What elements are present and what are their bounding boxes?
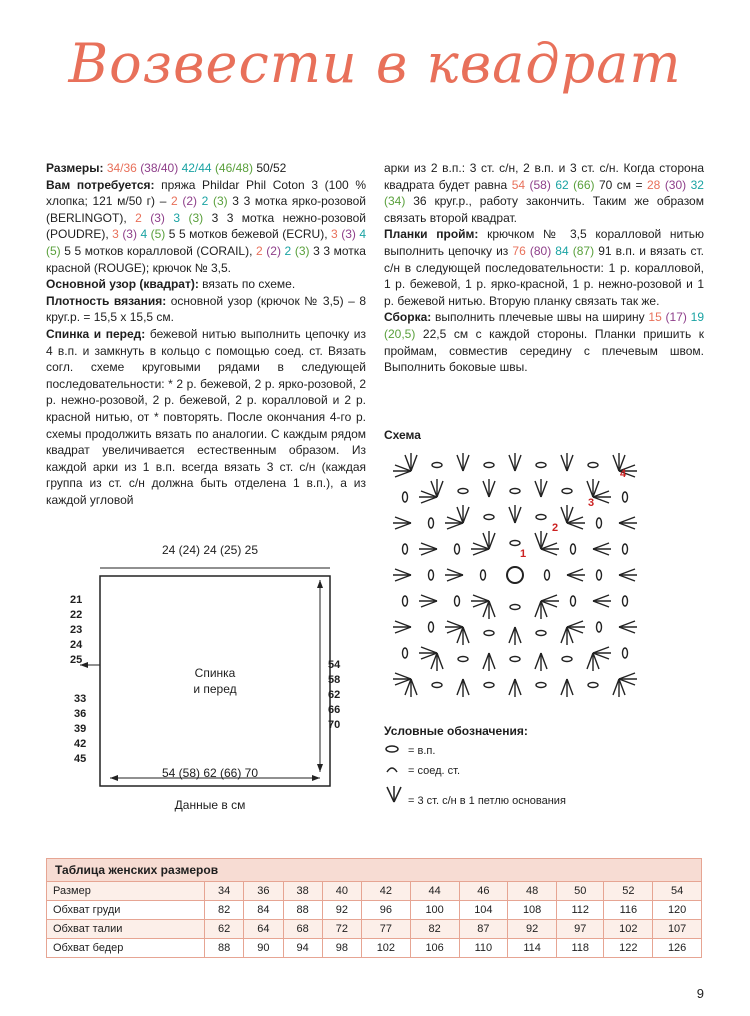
qty: 76	[512, 243, 526, 258]
armhole-label: Планки пройм:	[384, 227, 479, 242]
number: 42	[74, 738, 87, 750]
qty: 84	[555, 243, 569, 258]
dc-cluster-icon	[619, 569, 637, 581]
number: 39	[74, 723, 87, 735]
qty: (3)	[188, 210, 204, 225]
qty: 2	[201, 194, 209, 209]
dc-cluster-icon	[509, 627, 521, 645]
table-cell: 118	[557, 939, 604, 958]
table-cell: 107	[653, 920, 702, 939]
text: 3 мотка нежно-розовой (POUDRE),	[46, 210, 366, 242]
qty: (58)	[529, 177, 551, 192]
text: основной узор (крючок № 3,5) – 8 круг.р. = 15,5 х 15,5 см.	[46, 293, 366, 325]
qty: 2	[135, 210, 142, 225]
number: 24	[70, 639, 83, 651]
dc-cluster-icon	[405, 453, 417, 471]
chain-icon	[455, 544, 460, 554]
number: 36	[74, 708, 87, 720]
qty: 3	[173, 210, 181, 225]
number: 21	[70, 594, 83, 606]
qty: (5)	[150, 227, 166, 242]
qty: (87)	[572, 243, 595, 258]
back-front-label: Спинка и перед:	[46, 326, 146, 341]
qty: 2	[284, 243, 292, 258]
number: 58	[328, 674, 341, 686]
table-cell: 87	[459, 920, 508, 939]
qty: 91	[598, 243, 612, 258]
chain-icon	[623, 492, 628, 502]
dc-cluster-icon	[509, 505, 521, 523]
text-column-right	[384, 160, 704, 376]
text: 5 мотков бежевой (ECRU),	[175, 227, 332, 242]
dc-cluster-icon	[567, 621, 585, 633]
text: выполнить плечевые швы на ширину	[431, 310, 649, 325]
qty: (2)	[182, 194, 197, 209]
qty: (34)	[384, 194, 406, 209]
qty: 15	[648, 310, 662, 325]
dc-cluster-icon	[457, 627, 469, 645]
chain-icon	[536, 463, 546, 468]
qty: (80)	[529, 243, 552, 258]
chain-icon	[545, 570, 550, 580]
qty: 2	[171, 194, 178, 209]
qty: 4	[140, 227, 148, 242]
materials-paragraph	[46, 177, 366, 277]
page-title: Возвести в квадрат	[68, 32, 682, 95]
pattern-label: Основной узор (квадрат):	[46, 277, 199, 292]
chain-icon	[623, 544, 628, 554]
size-value: 34/36	[106, 161, 137, 175]
row-number-1: 1	[520, 548, 527, 560]
dc-cluster-icon	[457, 679, 469, 697]
table-row	[47, 920, 702, 939]
dc-cluster-icon	[561, 453, 573, 471]
table-cell: 122	[604, 939, 653, 958]
chain-icon	[432, 463, 442, 468]
dc-cluster-icon	[483, 531, 495, 549]
chain-icon	[588, 463, 598, 468]
dc-cluster-icon	[483, 479, 495, 497]
table-cell: 104	[459, 901, 508, 920]
chain-icon	[597, 518, 602, 528]
dc-cluster-icon	[535, 531, 547, 549]
table-cell: 36	[244, 882, 283, 901]
dc-cluster-icon	[431, 479, 443, 497]
table-cell: 40	[322, 882, 361, 901]
number: 45	[74, 753, 87, 765]
continuation-paragraph	[384, 160, 704, 226]
table-cell: 77	[362, 920, 411, 939]
chart-label: Схема	[384, 428, 421, 442]
text-column-left	[46, 160, 366, 508]
assembly-paragraph	[384, 309, 704, 375]
number: 70	[328, 719, 341, 731]
dc-cluster-icon	[419, 647, 437, 659]
qty: (17)	[665, 310, 687, 325]
qty: 5	[64, 243, 71, 258]
text: см с каждой стороны. Планки пришить к проймам, совместив середину с плечевым швом. Выполнить боковые швы.	[384, 326, 704, 375]
dc-cluster-icon	[471, 543, 489, 555]
text: см =	[612, 177, 647, 192]
number: 25	[70, 654, 83, 666]
back-front-paragraph	[46, 326, 366, 509]
table-cell: 46	[459, 882, 508, 901]
qty: 3	[232, 194, 239, 209]
dc-cluster-icon	[419, 595, 437, 607]
chain-icon	[484, 515, 494, 520]
table-cell: 110	[459, 939, 508, 958]
table-cell: 100	[410, 901, 459, 920]
text: арки из 2 в.п.: 3 ст. с/н, 2 в.п. и 3 ст. с/н. Когда сторона квадрата будет равна	[384, 161, 704, 192]
dc-cluster-icon	[483, 601, 495, 619]
table-cell: 42	[362, 882, 411, 901]
left-bottom-numbers	[74, 692, 104, 767]
chain-icon	[623, 596, 628, 606]
table-row	[47, 901, 702, 920]
dc-cluster-icon	[393, 465, 411, 477]
table-cell: 62	[205, 920, 244, 939]
chain-icon	[455, 596, 460, 606]
number: 33	[74, 693, 87, 705]
chain-icon	[484, 631, 494, 636]
qty: (2)	[266, 243, 281, 258]
table-cell: 68	[283, 920, 322, 939]
qty: 22,5	[422, 326, 447, 341]
size-table-title: Таблица женских размеров	[47, 859, 702, 882]
chain-icon	[429, 622, 434, 632]
chain-icon	[403, 648, 408, 658]
armhole-paragraph	[384, 226, 704, 309]
qty: 62	[555, 177, 569, 192]
qty: (5)	[46, 243, 61, 258]
qty: (3)	[294, 243, 310, 258]
text: вязать по схеме.	[198, 277, 296, 292]
dc-cluster-icon	[393, 569, 411, 581]
qty: (3)	[341, 227, 356, 242]
table-cell: 44	[410, 882, 459, 901]
table-cell: 38	[283, 882, 322, 901]
chain-icon	[458, 657, 468, 662]
dc-cluster-icon	[445, 569, 463, 581]
dc-cluster-icon	[393, 621, 411, 633]
chain-icon	[536, 631, 546, 636]
chain-icon	[458, 489, 468, 494]
table-cell: 34	[205, 882, 244, 901]
dc-cluster-icon	[561, 627, 573, 645]
table-cell: 92	[322, 901, 361, 920]
qty: 2	[256, 243, 263, 258]
table-cell: 84	[244, 901, 283, 920]
size-value: 50/52	[256, 161, 287, 175]
chain-icon	[403, 596, 408, 606]
text: 5 мотков коралловой (CORAIL),	[70, 243, 256, 258]
size-table	[46, 858, 702, 958]
table-cell: 96	[362, 901, 411, 920]
table-cell: 52	[604, 882, 653, 901]
sizes-paragraph	[46, 160, 366, 177]
chain-icon	[571, 596, 576, 606]
table-cell: 90	[244, 939, 283, 958]
table-cell: 88	[205, 939, 244, 958]
dc-cluster-icon	[509, 453, 521, 471]
qty: (3)	[150, 210, 165, 225]
dc-cluster-icon	[405, 679, 417, 697]
table-cell: 94	[283, 939, 322, 958]
qty: 36	[413, 194, 427, 209]
qty: 3	[331, 227, 338, 242]
chain-icon	[429, 518, 434, 528]
table-cell: 92	[508, 920, 557, 939]
dc-cluster-icon	[457, 505, 469, 523]
materials-label: Вам потребуется:	[46, 177, 155, 192]
density-paragraph	[46, 293, 366, 326]
schematic-center-label	[160, 665, 270, 697]
qty: 3	[313, 243, 320, 258]
bottom-dimension-label: 54 (58) 62 (66) 70	[161, 766, 259, 780]
table-cell: 64	[244, 920, 283, 939]
qty: (66)	[573, 177, 595, 192]
schematic-caption: Данные в см	[174, 798, 246, 812]
ring-icon	[507, 567, 523, 583]
text: 3 мотка ярко-розовой (BERLINGOT),	[46, 194, 366, 225]
qty: 70	[598, 177, 613, 192]
dc-cluster-icon	[419, 543, 437, 555]
arrow	[312, 775, 320, 781]
text: 3 мотка красной (ROUGE); крючок № 3,5.	[46, 243, 366, 275]
dc-cluster-icon	[535, 653, 547, 671]
legend-title: Условные обозначения:	[384, 724, 528, 738]
row-number-4: 4	[620, 468, 627, 480]
table-cell: 97	[557, 920, 604, 939]
chain-icon	[484, 683, 494, 688]
arrow	[317, 764, 323, 772]
chain-icon	[571, 544, 576, 554]
dc-cluster-icon	[619, 621, 637, 633]
legend-text: = 3 ст. с/н в 1 петлю основания	[408, 795, 566, 807]
qty: 3	[112, 227, 119, 242]
qty: 54	[511, 177, 526, 192]
table-cell: 48	[508, 882, 557, 901]
number: 23	[70, 624, 83, 636]
row-number-3: 3	[588, 497, 595, 509]
row-label: Обхват бедер	[47, 939, 205, 958]
dc-cluster-icon	[384, 784, 408, 807]
chain-icon	[562, 657, 572, 662]
row-label: Размер	[47, 882, 205, 901]
chain-icon	[588, 683, 598, 688]
text: в.п. и вязать ст. с/н в следующей последовательности: 1 р. коралловой, 1 р. бежевой, 1 р. ярко-красной, 1 р. нежно-розовой и 1 р. бежевой нитью. Вторую планку связать так же.	[384, 243, 705, 308]
dc-cluster-icon	[567, 569, 585, 581]
dc-cluster-icon	[483, 653, 495, 671]
left-top-numbers	[70, 593, 100, 668]
dc-cluster-icon	[613, 679, 625, 697]
density-label: Плотность вязания:	[46, 293, 167, 308]
table-cell: 98	[322, 939, 361, 958]
top-dimension-label: 24 (24) 24 (25) 25	[161, 543, 259, 557]
table-cell: 106	[410, 939, 459, 958]
chain-icon	[484, 463, 494, 468]
dc-cluster-icon	[419, 491, 437, 503]
chain-icon	[510, 489, 520, 494]
chain-icon	[597, 570, 602, 580]
qty: (3)	[122, 227, 137, 242]
table-cell: 108	[508, 901, 557, 920]
legend-item-chain	[384, 744, 435, 757]
text: круг.р., работу закончить. Таким же образом связать второй квадрат.	[384, 194, 704, 225]
row-label: Обхват талии	[47, 920, 205, 939]
arrow	[317, 580, 323, 588]
dc-cluster-icon	[535, 601, 547, 619]
legend-item-cluster	[384, 784, 566, 807]
qty: 32	[690, 177, 704, 192]
qty: (30)	[664, 177, 687, 192]
dc-cluster-icon	[561, 679, 573, 697]
chain-icon	[536, 515, 546, 520]
dc-cluster-icon	[431, 653, 443, 671]
chain-icon	[429, 570, 434, 580]
size-value: 42/44	[181, 161, 212, 175]
table-cell: 50	[557, 882, 604, 901]
right-numbers	[328, 658, 358, 733]
chain-icon	[481, 570, 486, 580]
pattern-paragraph	[46, 276, 366, 293]
arrow	[110, 775, 118, 781]
dc-cluster-icon	[535, 479, 547, 497]
slip-stitch-icon	[384, 764, 408, 777]
table-cell: 102	[604, 920, 653, 939]
dc-cluster-icon	[561, 505, 573, 523]
center-label-line: Спинка	[194, 666, 236, 680]
size-value: (46/48)	[214, 161, 253, 175]
page-number: 9	[696, 986, 704, 1001]
chain-icon	[536, 683, 546, 688]
number: 54	[328, 659, 341, 671]
number: 62	[328, 689, 341, 701]
dc-cluster-icon	[593, 647, 611, 659]
table-cell: 82	[410, 920, 459, 939]
table-cell: 112	[557, 901, 604, 920]
qty: 3	[211, 210, 219, 225]
legend-text: = в.п.	[408, 745, 436, 757]
table-cell: 102	[362, 939, 411, 958]
dc-cluster-icon	[393, 517, 411, 529]
qty: 4	[359, 227, 367, 242]
chain-icon	[384, 744, 408, 757]
center-label-line: и перед	[193, 682, 237, 696]
dc-cluster-icon	[509, 679, 521, 697]
chain-icon	[510, 657, 520, 662]
dc-cluster-icon	[541, 595, 559, 607]
table-cell: 88	[283, 901, 322, 920]
number: 66	[328, 704, 341, 716]
dc-cluster-icon	[587, 479, 599, 497]
dc-cluster-icon	[587, 653, 599, 671]
number: 22	[70, 609, 83, 621]
chain-icon	[562, 489, 572, 494]
row-number-2: 2	[552, 522, 559, 534]
table-cell: 120	[653, 901, 702, 920]
dc-cluster-icon	[593, 543, 611, 555]
qty: 28	[646, 177, 661, 192]
dc-cluster-icon	[619, 673, 637, 685]
crochet-chart	[380, 440, 650, 710]
table-cell: 82	[205, 901, 244, 920]
qty: 5	[168, 227, 176, 242]
chain-icon	[597, 622, 602, 632]
qty: (3)	[212, 194, 228, 209]
dc-cluster-icon	[445, 621, 463, 633]
table-cell: 116	[604, 901, 653, 920]
dc-cluster-icon	[457, 453, 469, 471]
table-row	[47, 939, 702, 958]
text: пряжа Phildar Phil Coton 3 (100 % хлопка; 121 м/50 г) –	[46, 177, 366, 209]
table-row	[47, 882, 702, 901]
dc-cluster-icon	[471, 595, 489, 607]
row-label: Обхват груди	[47, 901, 205, 920]
chain-icon	[403, 492, 408, 502]
dc-cluster-icon	[593, 595, 611, 607]
table-cell: 72	[322, 920, 361, 939]
legend-text: = соед. ст.	[408, 765, 461, 777]
table-cell: 126	[653, 939, 702, 958]
sizes-label: Размеры:	[46, 161, 104, 175]
legend-item-slip-stitch	[384, 764, 460, 777]
chain-icon	[510, 541, 520, 546]
table-cell: 114	[508, 939, 557, 958]
text: бежевой нитью выполнить цепочку из 4 в.п. и замкнуть в кольцо с помощью соед. ст. Вязать согл. схеме круговыми рядами в следующей последовательности: * 2 р. бежевой, 2 р. ярко-розовой, 2 р. нежно-розовой, 2 р. бежевой, 2 р. коралловой и 2 р. красной нитью, от * повторять. После окончания 4-го р. схемы продолжить вязать по аналогии. С каждым рядом квадрат увеличивается естественным образом. Из каждой арки из 1 в.п. всегда вязать 3 ст. с/н (каждая группа из ст. с/н должна быть отделена 1 в.п.), а из каждой угловой	[46, 326, 366, 507]
chain-icon	[403, 544, 408, 554]
table-cell: 54	[653, 882, 702, 901]
qty: (20,5)	[384, 326, 416, 341]
assembly-label: Сборка:	[384, 310, 432, 325]
dc-cluster-icon	[619, 517, 637, 529]
qty: 19	[690, 310, 704, 325]
chain-icon	[623, 648, 628, 658]
text: крючком № 3,5 коралловой нитью выполнить цепочку из	[384, 227, 705, 258]
size-value: (38/40)	[140, 161, 179, 175]
chain-icon	[510, 605, 520, 610]
chain-icon	[432, 683, 442, 688]
dc-cluster-icon	[445, 517, 463, 529]
dc-cluster-icon	[393, 673, 411, 685]
